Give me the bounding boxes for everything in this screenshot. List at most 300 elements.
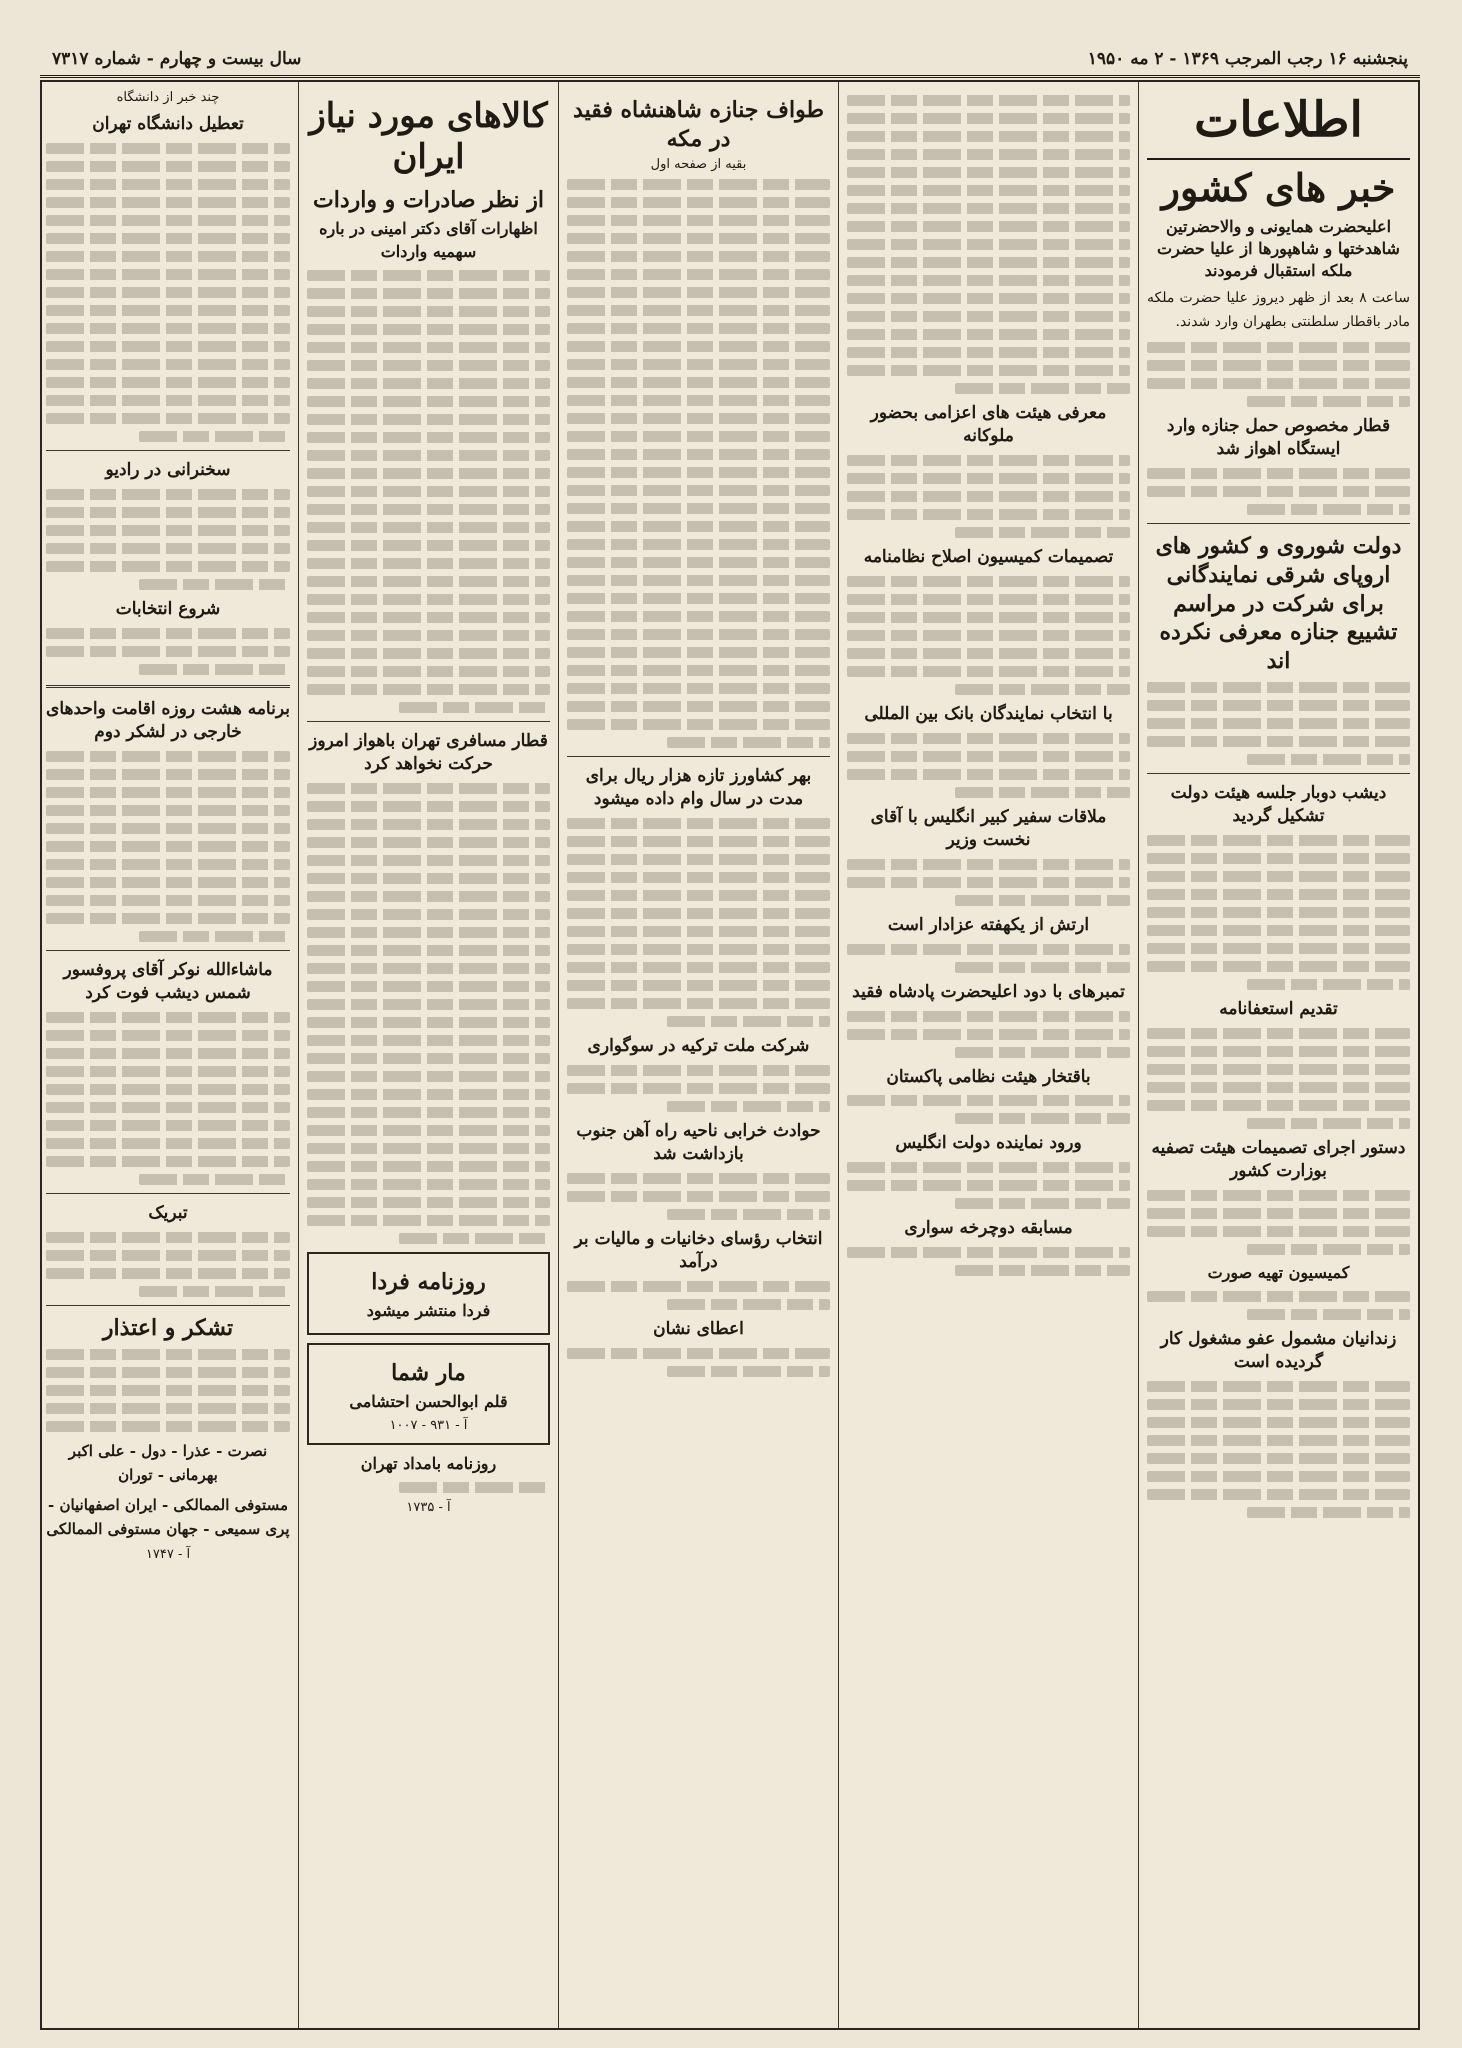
text-block	[1147, 835, 1410, 846]
text-block	[1247, 1244, 1410, 1255]
text-block	[567, 629, 830, 640]
text-block	[567, 359, 830, 370]
text-block	[567, 197, 830, 208]
text-block	[1147, 378, 1410, 389]
text-block	[955, 684, 1130, 695]
headline-race: مسابقه دوچرخه سواری	[904, 1218, 1073, 1239]
text-block	[307, 909, 550, 920]
text-block	[46, 1250, 290, 1261]
headline-program: برنامه هشت روزه اقامت واحدهای خارجی در لشکر دوم	[46, 698, 290, 742]
text-block	[847, 877, 1130, 888]
text-block	[1147, 943, 1410, 954]
text-block	[567, 179, 830, 190]
volume-line: سال بیست و چهارم - شماره ۷۳۱۷	[52, 49, 302, 69]
text-block	[307, 1125, 550, 1136]
text-block	[1147, 682, 1410, 693]
text-block	[46, 1156, 290, 1167]
text-block	[1147, 342, 1410, 353]
text-block	[667, 1209, 830, 1220]
next-day-title: روزنامه فردا	[371, 1268, 486, 1295]
text-block	[1147, 925, 1410, 936]
text-block	[46, 341, 290, 352]
text-block	[307, 1071, 550, 1082]
headline-reps: با انتخاب نمایندگان بانک بین المللی	[864, 703, 1113, 724]
text-block	[1147, 1435, 1410, 1446]
text-block	[307, 288, 550, 299]
headline-train-ahvaz: قطار مسافری تهران باهواز امروز حرکت نخواهد کرد	[309, 730, 548, 774]
text-block	[307, 432, 550, 443]
newspaper-logo: اطلاعات	[1147, 88, 1410, 160]
text-block	[955, 895, 1130, 906]
text-block	[139, 1174, 290, 1185]
text-block	[955, 787, 1130, 798]
text-block	[567, 575, 830, 586]
text-block	[1247, 1309, 1410, 1320]
text-block	[46, 859, 290, 870]
text-block	[46, 646, 290, 657]
text-block	[567, 251, 830, 262]
headline-tax: انتخاب رؤسای دخانیات و مالیات بر درآمد	[574, 1228, 823, 1272]
text-block	[567, 1348, 830, 1359]
column-3	[558, 82, 838, 2028]
text-block	[955, 1047, 1130, 1058]
text-block	[847, 666, 1130, 677]
text-block	[1147, 468, 1410, 479]
text-block	[46, 179, 290, 190]
headline-purge: دستور اجرای تصمیمات هیئت تصفیه بوزارت کشور	[1151, 1138, 1406, 1182]
text-block	[46, 1102, 290, 1113]
headline-elections: شروع انتخابات	[115, 598, 221, 619]
headline-ceremony: ماشاءالله نوکر آقای پروفسور شمس دیشب فوت کرد	[63, 959, 273, 1003]
text-block	[847, 113, 1130, 124]
text-block	[847, 859, 1130, 870]
text-block	[847, 733, 1130, 744]
text-block	[847, 576, 1130, 587]
text-block	[307, 819, 550, 830]
text-block	[46, 359, 290, 370]
text-block	[567, 611, 830, 622]
text-block	[847, 203, 1130, 214]
divider	[46, 685, 290, 688]
text-block	[567, 872, 830, 883]
text-block	[567, 719, 830, 730]
text-block	[567, 593, 830, 604]
text-block	[847, 329, 1130, 340]
next-day-subtitle: فردا منتشر میشود	[366, 1301, 491, 1321]
ad-code: آ - ۹۳۱ - ۱۰۰۷	[389, 1417, 468, 1433]
text-block	[46, 215, 290, 226]
headline-england: ورود نماینده دولت انگلیس	[895, 1133, 1082, 1154]
text-block	[567, 395, 830, 406]
text-block	[567, 521, 830, 532]
text-block	[1147, 1226, 1410, 1237]
headline-thanks: تشکر و اعتذار	[102, 1314, 234, 1341]
text-block	[139, 931, 290, 942]
text-block	[567, 1065, 830, 1076]
continued-note: بقیه از صفحه اول	[650, 157, 747, 173]
text-block	[307, 1089, 550, 1100]
text-block	[567, 665, 830, 676]
text-block	[46, 233, 290, 244]
text-block	[307, 1017, 550, 1028]
divider	[46, 450, 290, 451]
text-block	[307, 855, 550, 866]
text-block	[307, 945, 550, 956]
text-block	[567, 305, 830, 316]
text-block	[46, 1232, 290, 1243]
text-block	[46, 377, 290, 388]
text-block	[847, 509, 1130, 520]
headline-rail: حوادث خرابی ناحیه راه آهن جنوب بازداشت شد	[576, 1121, 821, 1164]
text-block	[46, 413, 290, 424]
text-block	[567, 908, 830, 919]
text-block	[46, 1268, 290, 1279]
signature-line-1: نصرت - عذرا - دول - علی اکبر بهرمانی - توران	[68, 1442, 268, 1485]
text-block	[1147, 1208, 1410, 1219]
text-block	[567, 701, 830, 712]
text-block	[1247, 1507, 1410, 1518]
text-block	[847, 1247, 1130, 1258]
text-block	[139, 1286, 290, 1297]
text-block	[1147, 1381, 1410, 1392]
column-2	[838, 82, 1138, 2028]
headline-stamps: تمبرهای با دود اعلیحضرت پادشاه فقید	[852, 981, 1125, 1002]
text-block	[46, 1120, 290, 1131]
text-block	[1147, 1453, 1410, 1464]
text-block	[399, 702, 550, 713]
text-block	[307, 504, 550, 515]
text-block	[307, 378, 550, 389]
text-block	[307, 360, 550, 371]
text-block	[847, 293, 1130, 304]
text-block	[567, 836, 830, 847]
divider	[307, 721, 550, 722]
text-block	[46, 877, 290, 888]
text-block	[46, 1367, 290, 1378]
newspaper-page	[40, 80, 1420, 2030]
headline-resign: تقدیم استعفانامه	[1219, 999, 1338, 1020]
text-block	[46, 1012, 290, 1023]
masthead	[40, 20, 1420, 78]
text-block	[567, 431, 830, 442]
text-block	[307, 342, 550, 353]
text-block	[567, 998, 830, 1009]
text-block	[46, 895, 290, 906]
text-block	[307, 1107, 550, 1118]
text-block	[46, 161, 290, 172]
text-block	[46, 143, 290, 154]
text-block	[307, 981, 550, 992]
text-block	[567, 377, 830, 388]
text-block	[847, 944, 1130, 955]
text-block	[307, 999, 550, 1010]
sub-headline-trade: از نظر صادرات و واردات	[313, 186, 544, 213]
text-block	[46, 305, 290, 316]
text-block	[139, 431, 290, 442]
text-block	[847, 1095, 1130, 1106]
divider	[1147, 523, 1410, 524]
text-block	[955, 383, 1130, 394]
text-block	[46, 1385, 290, 1396]
text-block	[1147, 1082, 1410, 1093]
text-block	[567, 683, 830, 694]
text-block	[46, 1030, 290, 1041]
text-block	[847, 221, 1130, 232]
text-block	[955, 527, 1130, 538]
text-block	[1147, 889, 1410, 900]
text-block	[46, 1084, 290, 1095]
text-block	[847, 95, 1130, 106]
text-block	[667, 1299, 830, 1310]
text-block	[46, 787, 290, 798]
headline-congrats: تبریک	[148, 1202, 188, 1223]
text-block	[847, 1162, 1130, 1173]
text-block	[1247, 504, 1410, 515]
footer-paper-name: روزنامه بامداد تهران	[360, 1453, 497, 1473]
text-block	[847, 612, 1130, 623]
text-block	[307, 576, 550, 587]
text-block	[307, 837, 550, 848]
text-block	[847, 630, 1130, 641]
text-block	[567, 890, 830, 901]
text-block	[46, 751, 290, 762]
text-block	[567, 449, 830, 460]
text-block	[46, 395, 290, 406]
text-block	[567, 980, 830, 991]
text-block	[1147, 1471, 1410, 1482]
text-block	[46, 197, 290, 208]
text-block	[46, 507, 290, 518]
text-block	[567, 557, 830, 568]
text-block	[955, 1113, 1130, 1124]
date-line: پنجشنبه ۱۶ رجب المرجب ۱۳۶۹ - ۲ مه ۱۹۵۰	[1087, 49, 1408, 69]
text-block	[307, 963, 550, 974]
text-block	[567, 413, 830, 424]
text-block	[567, 647, 830, 658]
text-block	[955, 1265, 1130, 1276]
text-block	[307, 783, 550, 794]
text-block	[567, 233, 830, 244]
text-block	[307, 558, 550, 569]
text-block	[307, 522, 550, 533]
text-block	[1147, 1417, 1410, 1428]
text-block	[307, 1179, 550, 1190]
divider	[46, 950, 290, 951]
text-block	[307, 666, 550, 677]
text-block	[567, 926, 830, 937]
main-headline: خبر های کشور	[1161, 165, 1396, 210]
text-block	[1147, 736, 1410, 747]
text-block	[46, 1421, 290, 1432]
text-block	[847, 1011, 1130, 1022]
text-block	[46, 841, 290, 852]
text-block	[307, 270, 550, 281]
column-1	[1138, 82, 1418, 2028]
text-block	[847, 769, 1130, 780]
text-block	[1247, 1118, 1410, 1129]
text-block	[46, 769, 290, 780]
text-block	[567, 215, 830, 226]
text-block	[1147, 1028, 1410, 1039]
headline-pakistan: باقتخار هیئت نظامی پاکستان	[886, 1066, 1091, 1087]
text-block	[307, 540, 550, 551]
text-block	[567, 539, 830, 550]
ad-title: مار شما	[391, 1359, 466, 1386]
text-block	[307, 612, 550, 623]
text-block	[46, 543, 290, 554]
headline-prisoners: زندانیان مشمول عفو مشغول کار گردیده است	[1160, 1329, 1397, 1373]
text-block	[847, 239, 1130, 250]
text-block	[667, 737, 830, 748]
text-block	[1147, 853, 1410, 864]
headline-turkey: شرکت ملت ترکیه در سوگواری	[587, 1036, 810, 1057]
text-block	[307, 450, 550, 461]
text-block	[567, 467, 830, 478]
text-block	[307, 414, 550, 425]
divider	[567, 756, 830, 757]
text-block	[307, 873, 550, 884]
text-block	[307, 801, 550, 812]
ad-box	[307, 1343, 550, 1445]
ad-code: آ - ۱۷۴۷	[145, 1547, 191, 1563]
headline-soviet: دولت شوروی و کشور های اروپای شرقی نمایندگانی برای شرکت در مراسم تشییع جنازه معرفی نکرده اند	[1155, 533, 1402, 674]
footer-code: آ - ۱۷۳۵	[406, 1500, 451, 1516]
text-block	[567, 944, 830, 955]
signature-line-2: مستوفی الممالکی - ایران اصفهانیان - پری سمیعی - جهان مستوفی الممالکی	[46, 1496, 290, 1539]
headline-university: تعطیل دانشگاه تهران	[92, 114, 244, 134]
text-block	[567, 854, 830, 865]
text-block	[307, 1035, 550, 1046]
text-block	[1147, 718, 1410, 729]
text-block	[46, 913, 290, 924]
text-block	[847, 455, 1130, 466]
text-block	[847, 751, 1130, 762]
text-block	[1247, 754, 1410, 765]
text-block	[567, 962, 830, 973]
text-block	[1147, 360, 1410, 371]
text-block	[307, 1197, 550, 1208]
statement-amini: اظهارات آقای دکتر امینی در باره سهمیه واردات	[319, 219, 538, 261]
text-block	[847, 257, 1130, 268]
text-block	[46, 489, 290, 500]
text-block	[955, 1198, 1130, 1209]
text-block	[847, 185, 1130, 196]
text-block	[1147, 1489, 1410, 1500]
column-5	[38, 82, 298, 2028]
text-block	[567, 323, 830, 334]
headline-cabinet: دیشب دوبار جلسه هیئت دولت تشکیل گردید	[1170, 783, 1387, 827]
text-block	[399, 1233, 550, 1244]
text-block	[567, 503, 830, 514]
divider	[46, 1193, 290, 1194]
text-block	[847, 594, 1130, 605]
text-block	[955, 962, 1130, 973]
text-block	[307, 1053, 550, 1064]
ad-author: قلم ابوالحسن احتشامی	[349, 1392, 508, 1412]
headline-badge: اعطای نشان	[653, 1318, 744, 1339]
text-block	[1147, 1291, 1410, 1302]
text-block	[847, 275, 1130, 286]
column-4	[298, 82, 558, 2028]
text-block	[139, 579, 290, 590]
text-block	[46, 1403, 290, 1414]
text-block	[46, 269, 290, 280]
text-block	[567, 1191, 830, 1202]
sub-headline: اعلیحضرت همایونی و والاحضرتین شاهدختها و شاهپورها از علیا حضرت ملکه استقبال فرمودند	[1157, 216, 1400, 281]
text-block	[307, 684, 550, 695]
text-block	[46, 1349, 290, 1360]
text-block	[1247, 979, 1410, 990]
top-note: چند خبر از دانشگاه	[116, 90, 220, 105]
text-block	[1147, 1100, 1410, 1111]
text-block	[46, 323, 290, 334]
text-block	[1147, 1399, 1410, 1410]
text-block	[307, 648, 550, 659]
text-block	[307, 468, 550, 479]
text-block	[307, 927, 550, 938]
text-block	[1147, 1046, 1410, 1057]
headline-mourning: ارتش از یکهفته عزادار است	[887, 914, 1090, 935]
text-block	[46, 287, 290, 298]
text-block	[1147, 1190, 1410, 1201]
text-block	[567, 485, 830, 496]
text-block	[667, 1016, 830, 1027]
text-block	[307, 306, 550, 317]
text-block	[847, 347, 1130, 358]
headline-farmers: بهر کشاورز تازه هزار ریال برای مدت در سال وام داده میشود	[585, 766, 812, 810]
text-block	[847, 365, 1130, 376]
text-block	[567, 341, 830, 352]
text-block	[567, 269, 830, 280]
text-block	[847, 311, 1130, 322]
text-block	[1147, 907, 1410, 918]
headline-purge-sub: کمیسیون تهیه صورت	[1207, 1262, 1350, 1282]
headline-train: قطار مخصوص حمل جنازه وارد ایستگاه اهواز شد	[1166, 416, 1391, 460]
text-block	[1147, 700, 1410, 711]
text-block	[847, 1180, 1130, 1191]
text-block	[1147, 486, 1410, 497]
text-block	[46, 525, 290, 536]
headline-kenya: ملاقات سفیر کبیر انگلیس با آقای نخست وزیر	[870, 806, 1107, 850]
text-block	[307, 1161, 550, 1172]
text-block	[307, 324, 550, 335]
text-block	[46, 805, 290, 816]
text-block	[46, 628, 290, 639]
text-block	[307, 594, 550, 605]
text-block	[847, 491, 1130, 502]
text-block	[847, 473, 1130, 484]
text-block	[46, 1066, 290, 1077]
text-block	[46, 251, 290, 262]
text-block	[46, 561, 290, 572]
text-block	[847, 1029, 1130, 1040]
headline-commission: تصمیمات کمیسیون اصلاح نظامنامه	[863, 546, 1114, 567]
text-block	[847, 648, 1130, 659]
divider	[46, 1305, 290, 1306]
text-block	[46, 823, 290, 834]
next-day-box	[307, 1252, 550, 1335]
headline-delegates: معرفی هیئت های اعزامی بحضور ملوکانه	[870, 403, 1107, 446]
text-block	[1247, 396, 1410, 407]
text-block	[1147, 961, 1410, 972]
text-block	[399, 1482, 550, 1493]
text-block	[1147, 871, 1410, 882]
text-block	[139, 664, 290, 675]
text-block	[307, 1143, 550, 1154]
headline-mecca: طواف جنازه شاهنشاه فقید در مکه	[573, 97, 824, 152]
text-block	[667, 1366, 830, 1377]
text-block	[567, 1083, 830, 1094]
